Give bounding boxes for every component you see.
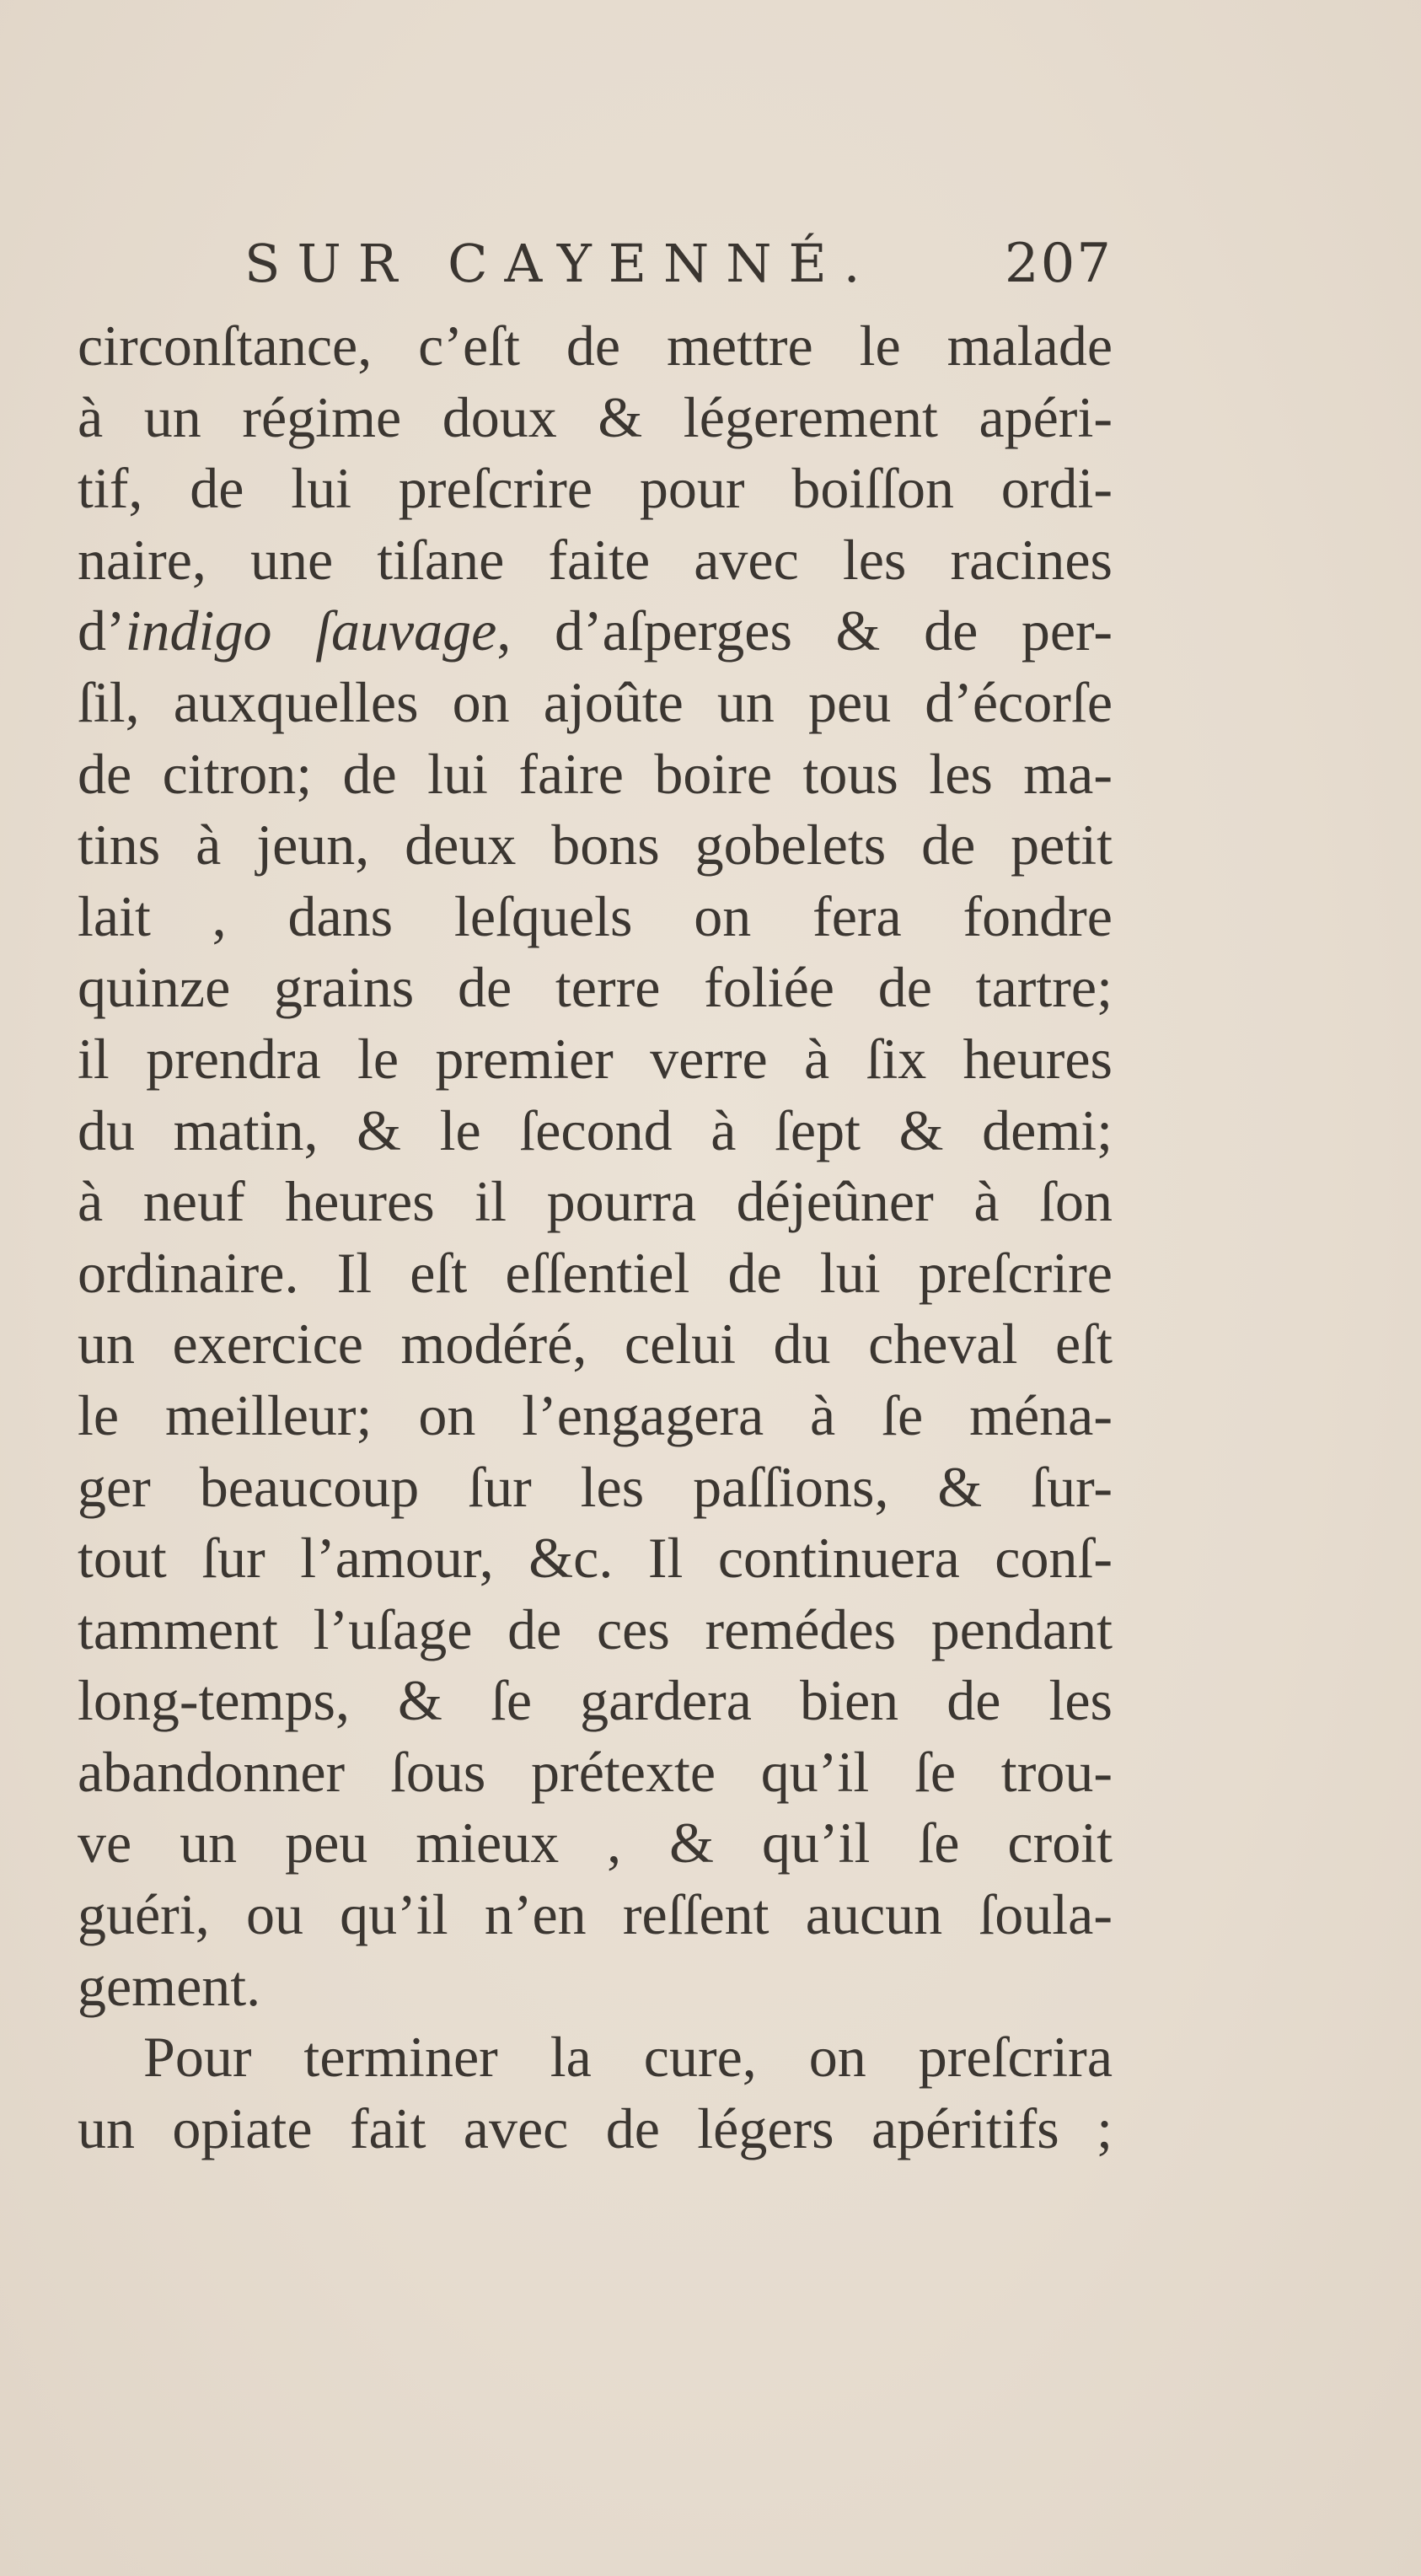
page-number: 207 [1004,233,1113,295]
text-line: il prendra le premier verre à ſix heures [78,1026,1113,1091]
text-line [78,595,1113,667]
text-line: ve un peu mieux , & qu’il ſe croit [78,1811,1113,1876]
text-line: ger beaucoup ſur les paſſions, & ſur- [78,1454,1113,1519]
running-head: SUR CAYENNÉ. [244,233,877,294]
text-line: tif, de lui preſcrire pour boiſſon ordi- [78,456,1113,521]
text-line: le meilleur; on l’engagera à ſe ména- [78,1382,1113,1447]
text-line: un opiate fait avec de légers apéritifs ; [78,2096,1113,2160]
text-line: ordinaire. Il eſt eſſentiel de lui preſcrire [78,1240,1113,1305]
text-line: guéri, ou qu’il n’en reſſent aucun ſoula- [78,1882,1113,1947]
text-line: un exercice modéré, celui du cheval eſt [78,1312,1113,1377]
text-line-prefix: d’ [78,598,126,663]
text-line: naire, une tiſane faite avec les racines [78,527,1113,592]
body-text [78,310,1113,2164]
page-header [244,226,1113,302]
text-line: quinze grains de terre foliée de tartre; [78,955,1113,1020]
text-line: tout ſur l’amour, &c. Il continuera conſ- [78,1526,1113,1591]
text-line: à un régime doux & légerement apéri- [78,384,1113,449]
text-line: gement. [78,1953,261,2018]
italic-term: indigo ſauvage [125,598,497,663]
text-line: tamment l’uſage de ces remédes pendant [78,1597,1113,1661]
text-line: à neuf heures il pourra déjeûner à ſon [78,1169,1113,1234]
text-line: tins à jeun, deux bons gobelets de petit [78,813,1113,877]
text-line: lait , dans leſquels on fera fondre [78,883,1113,948]
text-line: de citron; de lui faire boire tous les ma- [78,741,1113,806]
text-line: ſil, auxquelles on ajoûte un peu d’écorſe [78,669,1113,734]
text-line: Pour terminer la cure, on preſcrira [143,2025,1113,2090]
text-line-rest: , d’aſperges & de per- [496,598,1113,663]
text-line: long-temps, & ſe gardera bien de les [78,1668,1113,1733]
text-line: du matin, & le ſecond à ſept & demi; [78,1097,1113,1162]
text-line: circonſtance, c’eſt de mettre le malade [78,314,1113,378]
text-line: abandonner ſous prétexte qu’il ſe trou- [78,1739,1113,1804]
